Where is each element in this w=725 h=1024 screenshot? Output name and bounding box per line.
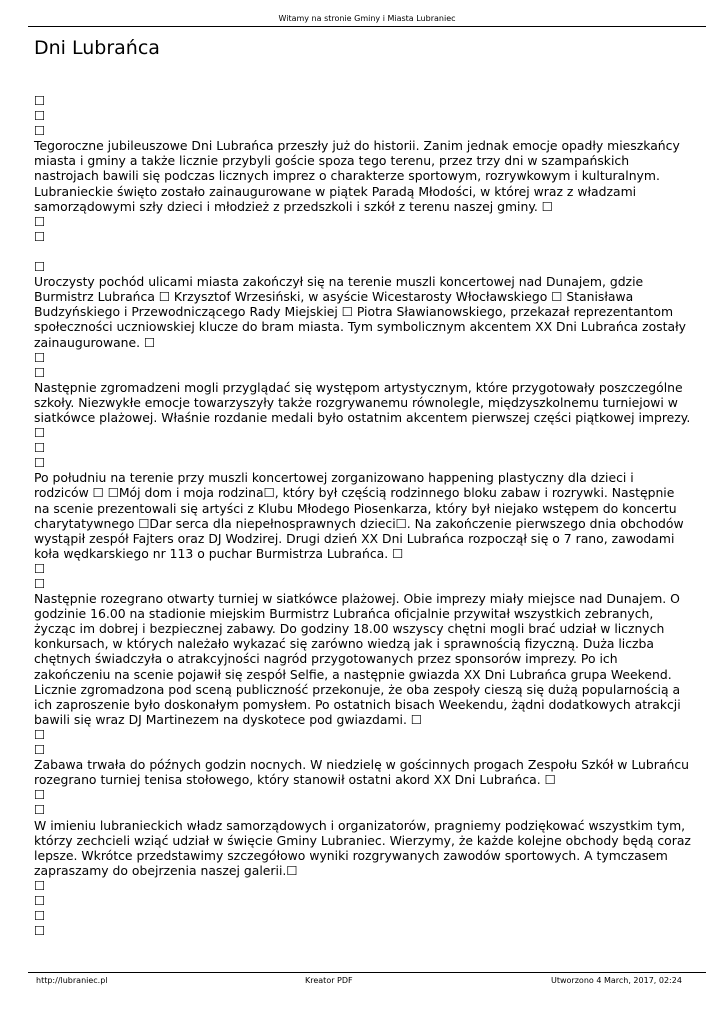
text-line: Licznie zgromadzona pod sceną publiczność przekonuje, że oba zespoły cieszą się dużą popularnością a	[34, 681, 681, 697]
footer-divider	[28, 972, 706, 973]
text-line: ☐	[34, 123, 46, 139]
text-line: ☐	[34, 923, 46, 939]
text-line: ☐	[34, 560, 46, 576]
article-title: Dni Lubrańca	[34, 37, 160, 59]
text-line: Tegoroczne jubileuszowe Dni Lubrańca przeszły już do historii. Zanim jednak emocje opadły mieszkańcy	[34, 138, 680, 154]
text-line: Zabawa trwała do późnych godzin nocnych. W niedzielę w gościnnych progach Zespołu Szkół w Lubrańcu	[34, 757, 689, 773]
text-line: ☐	[34, 742, 46, 758]
text-line: ☐	[34, 787, 46, 803]
text-line: ☐	[34, 576, 46, 591]
article-body	[34, 93, 694, 938]
text-line: szkoły. Niezwykłe emocje towarzyszyły także rozgrywanemu równolegle, międzyszkolnemu turniejowi w	[34, 394, 678, 410]
text-line: chętnych świadczyła o atrakcyjności nagród przygotowanych przez sponsorów imprezy. Po ich	[34, 651, 618, 667]
text-line: miasta i gminy a także licznie przybyli goście spoza tego terenu, przez trzy dni w szampańskich	[34, 153, 630, 169]
text-line: godzinie 16.00 na stadionie miejskim Burmistrz Lubrańca oficjalnie przywitał wszystkich zebranych,	[34, 606, 654, 622]
text-line: życząc im dobrej i bezpiecznej zabawy. Do godziny 18.00 wszyscy chętni mogli brać udział w licznych	[34, 621, 665, 637]
text-line: ☐	[34, 726, 46, 742]
text-line: Uroczysty pochód ulicami miasta zakończył się na terenie muszli koncertowej nad Dunajem, gdzie	[34, 274, 644, 290]
text-line: ☐	[34, 259, 46, 275]
text-line: Po południu na terenie przy muszli koncertowej zorganizowano happening plastyczny dla dzieci i	[34, 470, 634, 486]
footer-created-date: Utworzono 4 March, 2017, 02:24	[551, 976, 682, 985]
text-line: ☐	[34, 877, 46, 893]
text-line: zapraszamy do obejrzenia naszej galerii.☐	[34, 862, 298, 878]
text-line: Następnie rozegrano otwarty turniej w siatkówce plażowej. Obie imprezy miały miejsce nad Dunajem. O	[34, 591, 680, 607]
text-line: ☐	[34, 228, 46, 244]
text-line: społeczności uczniowskiej klucze do bram miasta. Tym symbolicznym akcentem XX Dni Lubrańca zostały	[34, 319, 686, 335]
text-line: ich zaproszenie było doskonałym pomysłem. Po ostatnich bisach Weekendu, żądni dodatkowych atrakcji	[34, 696, 681, 712]
text-line: ☐	[34, 213, 46, 229]
text-line: rodziców ☐ ☐Mój dom i moja rodzina☐, który był częścią rodzinnego bloku zabaw i rozrywki. Następnie	[34, 485, 675, 501]
text-line: ☐	[34, 455, 46, 471]
text-line: Budzyńskiego i Przewodniczącego Rady Miejskiej ☐ Piotra Sławianowskiego, przekazał reprezentantom	[34, 304, 674, 320]
text-line: bawili się wraz DJ Martinezem na dyskotece pod gwiazdami. ☐	[34, 711, 422, 727]
text-line: ☐	[34, 364, 46, 380]
page-header: Witamy na stronie Gminy i Miasta Lubraniec	[278, 14, 456, 23]
text-line: ☐	[34, 93, 46, 108]
text-line	[34, 244, 694, 259]
text-line: ☐	[34, 802, 46, 818]
text-line: zakończeniu na scenie pojawił się zespół Selfie, a następnie gwiazda XX Dni Lubrańca grupa Weekend.	[34, 666, 672, 682]
text-line: ☐	[34, 425, 46, 441]
text-line: W imieniu lubranieckich władz samorządowych i organizatorów, pragniemy podziękować wszystkim tym,	[34, 817, 686, 833]
text-line: ☐	[34, 892, 46, 908]
text-line: rozegrano turniej tenisa stołowego, który stanowił ostatni akord XX Dni Lubrańca. ☐	[34, 772, 556, 788]
footer-generator: Kreator PDF	[305, 976, 353, 985]
text-line: Lubranieckie święto zostało zainaugurowane w piątek Paradą Młodości, w której wraz z władzami	[34, 183, 637, 199]
text-line: lepsze. Wkrótce przedstawimy szczegółowo wyniki rozgrywanych zawodów sportowych. A tymczasem	[34, 847, 668, 863]
text-line: ☐	[34, 908, 46, 924]
text-line: samorządowymi szły dzieci i młodzież z przedszkoli i szkół z terenu naszej gminy. ☐	[34, 198, 553, 214]
footer-url[interactable]: http://lubraniec.pl	[36, 976, 108, 985]
text-line: siatkówce plażowej. Właśnie rozdanie medali było ostatnim akcentem pierwszej części piątkowej imprezy.	[34, 409, 691, 425]
text-line: nastrojach bawili się podczas licznych imprez o charakterze sportowym, rozrywkowym i kulturalnym.	[34, 168, 660, 184]
text-line: wystąpił zespół Fajters oraz DJ Wodzirej. Drugi dzień XX Dni Lubrańca rozpoczął się o 7 rano, zawodami	[34, 530, 675, 546]
text-line: Następnie zgromadzeni mogli przyglądać się występom artystycznym, które przygotowały poszczególne	[34, 379, 683, 395]
text-line: ☐	[34, 440, 46, 456]
text-line: ☐	[34, 349, 46, 365]
text-line: koła wędkarskiego nr 113 o puchar Burmistrza Lubrańca. ☐	[34, 545, 404, 561]
text-line: którzy zechcieli wziąć udział w święcie Gminy Lubraniec. Wierzymy, że każde kolejne obchody będą coraz	[34, 832, 691, 848]
text-line: ☐	[34, 108, 46, 124]
text-line: konkursach, w których należało wykazać się zarówno wiedzą jak i sprawnością fizyczną. Duża liczba	[34, 636, 655, 652]
text-line: zainaugurowane. ☐	[34, 334, 156, 350]
header-divider	[28, 26, 706, 27]
text-line: na scenie prezentowali się artyści z Klubu Młodego Piosenkarza, który był niejako wstępem do koncertu	[34, 500, 677, 516]
text-line: charytatywnego ☐Dar serca dla niepełnosprawnych dzieci☐. Na zakończenie pierwszego dnia obchodów	[34, 515, 684, 531]
text-line: Burmistrz Lubrańca ☐ Krzysztof Wrzesiński, w asyście Wicestarosty Włocławskiego ☐ Stanisława	[34, 289, 634, 305]
